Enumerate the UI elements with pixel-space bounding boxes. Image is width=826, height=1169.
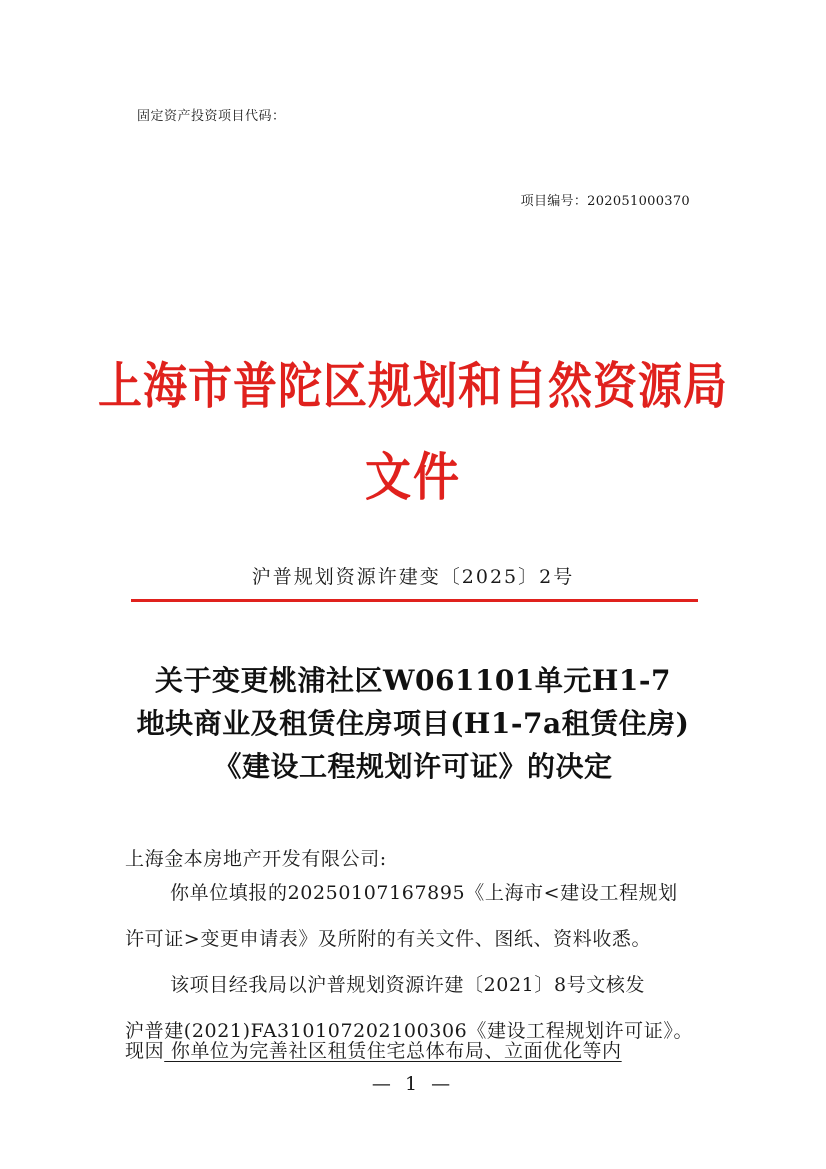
- title-line: 关于变更桃浦社区W061101单元H1-7: [155, 664, 671, 697]
- paragraph-line: [125, 1039, 705, 1063]
- paragraph-line: 该项目经我局以沪普规划资源许建〔2021〕8号文核发: [170, 974, 646, 996]
- addressee: 上海金本房地产开发有限公司:: [125, 848, 387, 870]
- document-title: [0, 659, 826, 788]
- paragraph-line: 沪普建(2021)FA310107202100306《建设工程规划许可证》。: [125, 1020, 694, 1042]
- paragraph-line: 你单位填报的20250107167895《上海市<建设工程规划: [170, 882, 678, 904]
- document-number: 沪普规划资源许建变〔2025〕2号: [251, 566, 575, 588]
- underlined-reason: 你单位为完善社区租赁住宅总体布局、立面优化等内: [164, 1040, 622, 1062]
- title-line: 《建设工程规划许可证》的决定: [213, 750, 613, 783]
- red-divider: [131, 599, 698, 602]
- issuer-name: 上海市普陀区规划和自然资源局: [98, 358, 728, 416]
- paragraph-line: 许可证>变更申请表》及所附的有关文件、图纸、资料收悉。: [125, 928, 652, 950]
- page-number: — 1 —: [371, 1073, 455, 1095]
- title-line: 地块商业及租赁住房项目(H1-7a租赁住房): [136, 707, 690, 740]
- paragraph-prefix: 现因: [125, 1040, 165, 1062]
- document-type: 文件: [365, 447, 461, 508]
- investment-code-label: 固定资产投资项目代码：: [137, 109, 286, 124]
- project-number: 项目编号：202051000370: [520, 194, 690, 209]
